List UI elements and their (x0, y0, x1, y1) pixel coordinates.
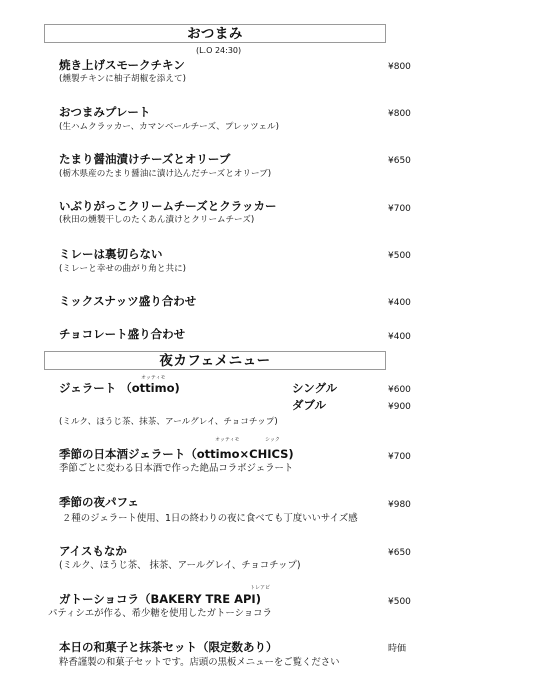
item-name: アイスもなか (59, 544, 127, 558)
size-double-price: ¥900 (388, 402, 411, 412)
item-ruby: トレアピ (250, 585, 271, 591)
item-description: (燻製チキンに柚子胡椒を添えて) (59, 74, 186, 84)
item-description: 粋香謹製の和菓子セットです。店頭の黒板メニューをご覧ください (59, 657, 340, 668)
item-price: ¥400 (388, 332, 411, 342)
item-name: ガトーショコラ（BAKERY TRE API) (59, 592, 261, 606)
item-description: 季節ごとに変わる日本酒で作った絶品コラボジェラート (59, 463, 294, 474)
item-description: (ミルク、ほうじ茶、抹茶、アールグレイ、チョコチップ) (59, 417, 278, 427)
item-description: (ミルク、ほうじ茶、 抹茶、アールグレイ、チョコチップ) (59, 560, 301, 571)
size-single-price: ¥600 (388, 385, 411, 395)
size-single-label: シングル (292, 381, 338, 395)
item-price: ¥650 (388, 548, 411, 558)
item-name: 季節の日本酒ジェラート（ottimo×CHICS) (59, 447, 294, 461)
item-name: 焼き上げスモークチキン (59, 58, 185, 72)
item-description: (秋田の燻製干しのたくあん漬けとクリームチーズ) (59, 215, 255, 225)
item-description: パティシエが作る、希少糖を使用したガトーショコラ (48, 608, 272, 619)
section-header-otsumami: おつまみ (44, 24, 386, 43)
item-price: ¥400 (388, 298, 411, 308)
item-name: おつまみプレート (59, 105, 151, 119)
item-name: 季節の夜パフェ (59, 495, 139, 509)
item-name: ジェラート （ottimo) (59, 381, 180, 395)
item-description: (生ハムクラッカー、カマンベールチーズ、プレッツェル) (59, 122, 279, 132)
item-name: ミレーは裏切らない (59, 247, 163, 261)
item-name: ミックスナッツ盛り合わせ (59, 294, 197, 308)
item-name: たまり醤油漬けチーズとオリーブ (59, 152, 231, 166)
item-name: 本日の和菓子と抹茶セット（限定数あり） (59, 640, 278, 654)
item-name: いぶりがっこクリームチーズとクラッカー (59, 199, 277, 213)
item-name: チョコレート盛り合わせ (59, 327, 186, 341)
item-description: (栃木県産のたまり醤油に漬け込んだチーズとオリーブ) (59, 169, 272, 179)
item-price: ¥980 (388, 500, 411, 510)
item-description: ２種のジェラート使用、1日の終わりの夜に食べても丁度いいサイズ感 (62, 513, 358, 524)
last-order-note: (L.O 24:30) (196, 46, 242, 55)
item-ruby: オッティモ (141, 375, 166, 381)
item-price: ¥650 (388, 156, 411, 166)
item-price: ¥800 (388, 62, 411, 72)
item-description: (ミレーと幸せの曲がり角と共に) (59, 264, 187, 274)
section-header-night-cafe: 夜カフェメニュー (44, 351, 386, 370)
item-price: ¥700 (388, 452, 411, 462)
item-ruby: オッティモ (215, 437, 240, 443)
item-price: ¥800 (388, 109, 411, 119)
item-ruby: シック (265, 437, 280, 443)
item-price: ¥700 (388, 204, 411, 214)
item-price: ¥500 (388, 251, 411, 261)
item-price: 時価 (388, 644, 407, 654)
size-double-label: ダブル (292, 398, 327, 412)
item-price: ¥500 (388, 597, 411, 607)
